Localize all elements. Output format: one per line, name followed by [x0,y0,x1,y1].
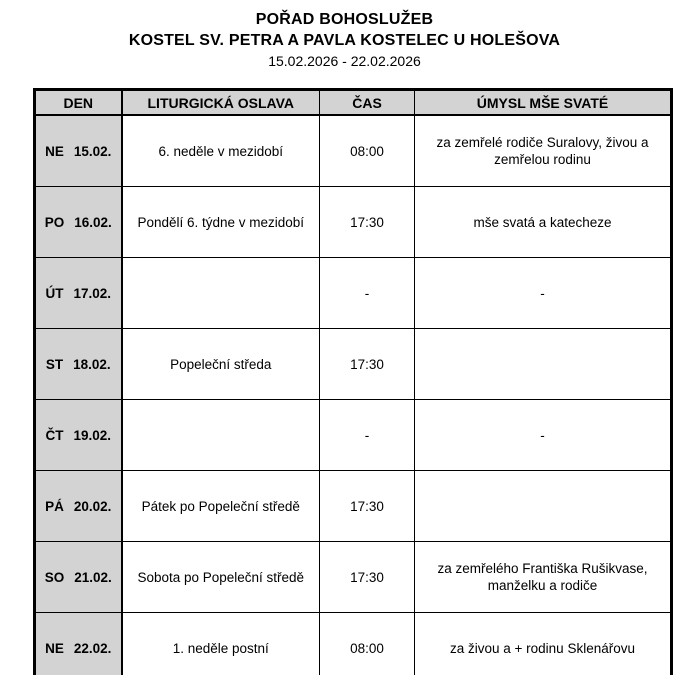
table-row [35,258,672,329]
time-cell: 08:00 [320,613,415,675]
intention-cell: - [415,400,672,471]
day-cell [35,400,122,471]
time-cell: 08:00 [320,115,415,187]
time-cell: 17:30 [320,471,415,542]
schedule-body [35,115,672,675]
time-cell: - [320,400,415,471]
table-row [35,187,672,258]
celebration-cell [122,258,320,329]
date-range: 15.02.2026 - 22.02.2026 [268,53,421,69]
table-row [35,542,672,613]
intention-cell: mše svatá a katecheze [415,187,672,258]
document-header [0,0,689,72]
intention-cell: za živou a + rodinu Sklenářovu [415,613,672,675]
column-header-celebration: LITURGICKÁ OSLAVA [122,90,320,116]
day-date: 17.02. [73,285,112,301]
table-row [35,115,672,187]
celebration-cell: Popeleční středa [122,329,320,400]
day-abbr: PO [44,214,65,230]
day-date: 20.02. [73,498,112,514]
table-row [35,471,672,542]
table-row [35,400,672,471]
intention-cell: za zemřelého Františka Rušikvase, manželku a rodiče [415,542,672,613]
celebration-cell: Sobota po Popeleční středě [122,542,320,613]
celebration-cell: Pátek po Popeleční středě [122,471,320,542]
time-cell: 17:30 [320,329,415,400]
schedule-table [33,88,673,675]
day-date: 15.02. [73,143,112,159]
day-date: 19.02. [73,427,112,443]
church-name: KOSTEL SV. PETRA A PAVLA KOSTELEC U HOLEŠOVA [128,32,561,49]
table-row [35,613,672,675]
day-cell [35,471,122,542]
day-date: 22.02. [73,640,112,656]
celebration-cell: 1. neděle postní [122,613,320,675]
celebration-cell: 6. neděle v mezidobí [122,115,320,187]
day-abbr: NE [45,640,64,656]
day-cell [35,329,122,400]
day-abbr: ČT [45,427,64,443]
column-header-day: DEN [35,90,122,116]
intention-cell [415,329,672,400]
intention-cell [415,471,672,542]
day-date: 21.02. [74,569,112,585]
column-header-intention: ÚMYSL MŠE SVATÉ [415,90,672,116]
celebration-cell [122,400,320,471]
day-abbr: ÚT [45,285,64,301]
day-abbr: NE [45,143,64,159]
day-cell [35,115,122,187]
time-cell: 17:30 [320,542,415,613]
day-abbr: PÁ [45,498,64,514]
page-title: POŘAD BOHOSLUŽEB [255,11,434,28]
column-header-time: ČAS [320,90,415,116]
header-row [35,90,672,116]
day-abbr: ST [45,356,64,372]
day-cell [35,613,122,675]
day-date: 18.02. [73,356,111,372]
intention-cell: za zemřelé rodiče Suralovy, živou a zemřelou rodinu [415,115,672,187]
day-cell [35,542,122,613]
time-cell: - [320,258,415,329]
day-cell [35,258,122,329]
table-row [35,329,672,400]
day-abbr: SO [44,569,65,585]
intention-cell: - [415,258,672,329]
day-date: 16.02. [74,214,112,230]
celebration-cell: Pondělí 6. týdne v mezidobí [122,187,320,258]
day-cell [35,187,122,258]
time-cell: 17:30 [320,187,415,258]
